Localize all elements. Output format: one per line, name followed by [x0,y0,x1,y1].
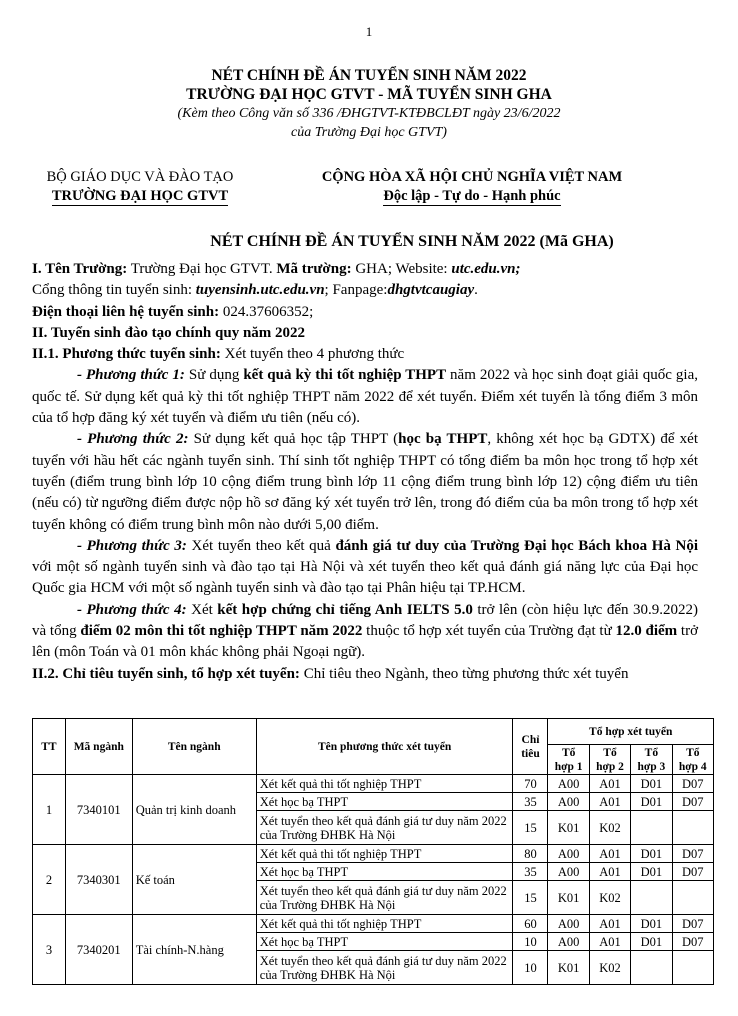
fanpage-end: . [474,282,478,299]
phone-line [32,302,698,323]
row-quota: 15 [513,811,548,845]
main-title: NÉT CHÍNH ĐỀ ÁN TUYỂN SINH NĂM 2022 (Mã GHA) [210,233,614,250]
section2-title: II. Tuyển sinh đào tạo chính quy năm 2022 [32,324,306,341]
row-major-name: Quản trị kinh doanh [132,775,256,845]
portal-line [32,280,698,301]
row-combo-1: A00 [548,775,589,793]
header-method: Tên phương thức xét tuyển [256,719,513,775]
row-quota: 70 [513,775,548,793]
method-1-emphasis: kết quả kỳ thi tốt nghiệp THPT [243,367,447,384]
row-combo-3 [631,881,672,915]
method-4-text-c: trở lên (còn hiệu lực đến 30.9.2022) và tổng [32,601,698,640]
row-combo-3 [631,951,672,985]
row-combo-1: K01 [548,951,589,985]
row-quota: 15 [513,881,548,915]
website-link[interactable]: utc.edu.vn; [451,261,521,277]
fanpage-link[interactable]: dhgtvtcaugiay [387,282,475,299]
row-combo-4: D07 [672,775,713,793]
method-4-paragraph [32,600,698,664]
row-quota: 10 [513,951,548,985]
row-quota: 35 [513,793,548,811]
row-combo-2: A01 [589,775,630,793]
phone-number: 024.37606352; [219,303,314,320]
row-combo-1: K01 [548,881,589,915]
header-tt: TT [33,719,66,775]
row-major-code: 7340101 [65,775,132,845]
header-quota: Chỉ tiêu [513,719,548,775]
header-major-code: Mã ngành [65,719,132,775]
row-quota: 10 [513,933,548,951]
row-combo-4: D07 [672,863,713,881]
row-combo-1: A00 [548,845,589,863]
row-tt: 2 [33,845,66,915]
method-1-text-c: năm 2022 và học sinh đoạt giải quốc gia, quốc tế. Sử dụng kết quả kỳ thi tốt nghiệp THPT năm 2022 để xét tuyển. Điểm xét tuyển là tổng điểm 3 môn của tổ hợp đăng ký xét tuyển và điểm ưu tiên (nếu có). [32,367,698,427]
fanpage-label: ; Fanpage: [324,282,388,299]
row-combo-2: K02 [589,951,630,985]
row-combo-3: D01 [631,845,672,863]
section21-line [32,344,698,365]
document-body [32,259,698,685]
school-name: TRƯỜNG ĐẠI HỌC GTVT [51,188,229,204]
national-motto: Độc lập - Tự do - Hạnh phúc [383,188,561,204]
row-combo-2: A01 [589,845,630,863]
method-4-emphasis-f: 12.0 điểm [615,623,678,640]
row-combo-1: A00 [548,863,589,881]
row-combo-4: D07 [672,933,713,951]
section21-text: Xét tuyển theo 4 phương thức [220,346,405,363]
section1-label: I. Tên Trường: [32,261,128,277]
header-school: TRƯỜNG ĐẠI HỌC GTVT - MÃ TUYỂN SINH GHA [186,86,552,103]
row-major-name: Tài chính-N.hàng [132,915,256,985]
row-combo-2: A01 [589,933,630,951]
row-quota: 80 [513,845,548,863]
row-combo-3: D01 [631,775,672,793]
row-method: Xét tuyển theo kết quả đánh giá tư duy năm 2022 của Trường ĐHBK Hà Nội [256,951,513,985]
row-combo-2: A01 [589,793,630,811]
method-1-label: - Phương thức 1: [77,367,185,384]
section22-line [32,664,698,685]
table-row [33,915,714,933]
method-4-emphasis-b: kết hợp chứng chỉ tiếng Anh IELTS 5.0 [217,601,473,618]
row-combo-3: D01 [631,915,672,933]
method-1-paragraph [32,365,698,429]
row-method: Xét học bạ THPT [256,933,513,951]
section22-label: II.2. Chỉ tiêu tuyển sinh, tổ hợp xét tuyển: [32,665,300,682]
ministry-name: BỘ GIÁO DỤC VÀ ĐÀO TẠO [46,169,234,185]
header-combo-1: Tổ hợp 1 [548,745,589,775]
ministry-block [28,168,252,206]
method-3-text-a: Xét tuyển theo kết quả [186,537,336,554]
row-method: Xét học bạ THPT [256,863,513,881]
row-combo-4 [672,951,713,985]
method-2-text-a: Sử dụng kết quả học tập THPT ( [188,431,399,448]
method-3-emphasis: đánh giá tư duy của Trường Đại học Bách khoa Hà Nội [335,537,698,554]
row-combo-3: D01 [631,793,672,811]
row-combo-1: A00 [548,793,589,811]
method-3-text-c: với một số ngành tuyển sinh và đào tạo tại Hà Nội và xét tuyển theo kết quả đánh giá năng lực của Đại học Quốc gia HCM với một số ngành tuyển sinh và đào tạo tại Phân hiệu tại TP.HCM. [32,559,698,597]
page-number: 1 [365,24,373,39]
row-method: Xét tuyển theo kết quả đánh giá tư duy năm 2022 của Trường ĐHBK Hà Nội [256,881,513,915]
school-full-name: Trường Đại học GTVT. [127,261,277,277]
row-combo-1: K01 [548,811,589,845]
row-combo-4: D07 [672,845,713,863]
row-combo-4 [672,811,713,845]
row-tt: 1 [33,775,66,845]
row-quota: 35 [513,863,548,881]
row-combo-1: A00 [548,933,589,951]
row-method: Xét kết quả thi tốt nghiệp THPT [256,775,513,793]
row-combo-3: D01 [631,863,672,881]
method-4-label: - Phương thức 4: [77,601,187,618]
method-3-label: - Phương thức 3: [77,537,187,554]
portal-link[interactable]: tuyensinh.utc.edu.vn [195,282,325,299]
header-reference-issuer: của Trường Đại học GTVT) [291,125,447,140]
row-combo-2: A01 [589,915,630,933]
national-motto-block [292,168,652,206]
row-method: Xét kết quả thi tốt nghiệp THPT [256,915,513,933]
row-combo-4 [672,881,713,915]
row-method: Xét học bạ THPT [256,793,513,811]
header-combo-group: Tổ hợp xét tuyển [548,719,714,745]
method-3-paragraph [32,536,698,600]
method-4-emphasis-d: điểm 02 môn thi tốt nghiệp THPT năm 2022 [80,623,363,640]
row-method: Xét tuyển theo kết quả đánh giá tư duy năm 2022 của Trường ĐHBK Hà Nội [256,811,513,845]
portal-label: Cổng thông tin tuyển sinh: [32,282,196,299]
row-combo-3 [631,811,672,845]
row-major-code: 7340301 [65,845,132,915]
document-header [0,66,738,142]
row-method: Xét kết quả thi tốt nghiệp THPT [256,845,513,863]
school-code-label: Mã trường: [276,261,352,277]
method-2-emphasis: học bạ THPT [398,431,488,448]
quota-table [32,718,714,985]
method-2-text-c: , không xét học bạ GDTX) để xét tuyển với hầu hết các ngành tuyển sinh. Thí sinh tốt nghiệp THPT có tổng điểm ba môn học trong tổ hợp xét tuyển (điểm trung bình lớp 10 cộng điểm trung bình lớp 11 cộng điểm trung bình lớp 12) cộng điểm ưu tiên (nếu có) từ ngưỡng điểm được nộp hồ sơ đăng ký xét tuyển trở lên, trong đó điểm của ba môn trong tổ hợp xét tuyển không có điểm trung bình môn nào dưới 5,00 điểm. [32,431,698,533]
row-combo-4: D07 [672,793,713,811]
school-info-line [32,259,698,280]
row-combo-1: A00 [548,915,589,933]
phone-label: Điện thoại liên hệ tuyển sinh: [32,303,220,320]
row-combo-2: K02 [589,881,630,915]
header-title: NÉT CHÍNH ĐỀ ÁN TUYỂN SINH NĂM 2022 [211,67,527,84]
row-tt: 3 [33,915,66,985]
row-combo-2: K02 [589,811,630,845]
header-combo-3: Tổ hợp 3 [631,745,672,775]
country-name: CỘNG HÒA XÃ HỘI CHỦ NGHĨA VIỆT NAM [321,169,623,185]
method-4-text-a: Xét [186,601,218,618]
row-combo-2: A01 [589,863,630,881]
row-quota: 60 [513,915,548,933]
method-4-text-g: trở lên (môn Toán và 01 môn khác không phải Ngoại ngữ). [32,623,699,661]
method-4-text-e: thuộc tổ hợp xét tuyển của Trường đạt từ [362,623,616,640]
header-combo-2: Tổ hợp 2 [589,745,630,775]
header-reference: (Kèm theo Công văn số 336 /ĐHGTVT-KTĐBCLĐT ngày 23/6/2022 [177,106,561,121]
method-1-text-a: Sử dụng [184,367,244,384]
section21-label: II.1. Phương thức tuyển sinh: [32,346,221,363]
row-major-code: 7340201 [65,915,132,985]
row-combo-4: D07 [672,915,713,933]
row-combo-3: D01 [631,933,672,951]
row-major-name: Kế toán [132,845,256,915]
table-row [33,845,714,863]
header-major-name: Tên ngành [132,719,256,775]
table-row [33,775,714,793]
method-2-label: - Phương thức 2: [77,431,189,448]
school-code-value: GHA; Website: [351,261,452,277]
method-2-paragraph [32,429,698,535]
quota-table-body [33,775,714,985]
header-combo-4: Tổ hợp 4 [672,745,713,775]
section22-text: Chỉ tiêu theo Ngành, theo từng phương thức xét tuyển [299,665,629,682]
